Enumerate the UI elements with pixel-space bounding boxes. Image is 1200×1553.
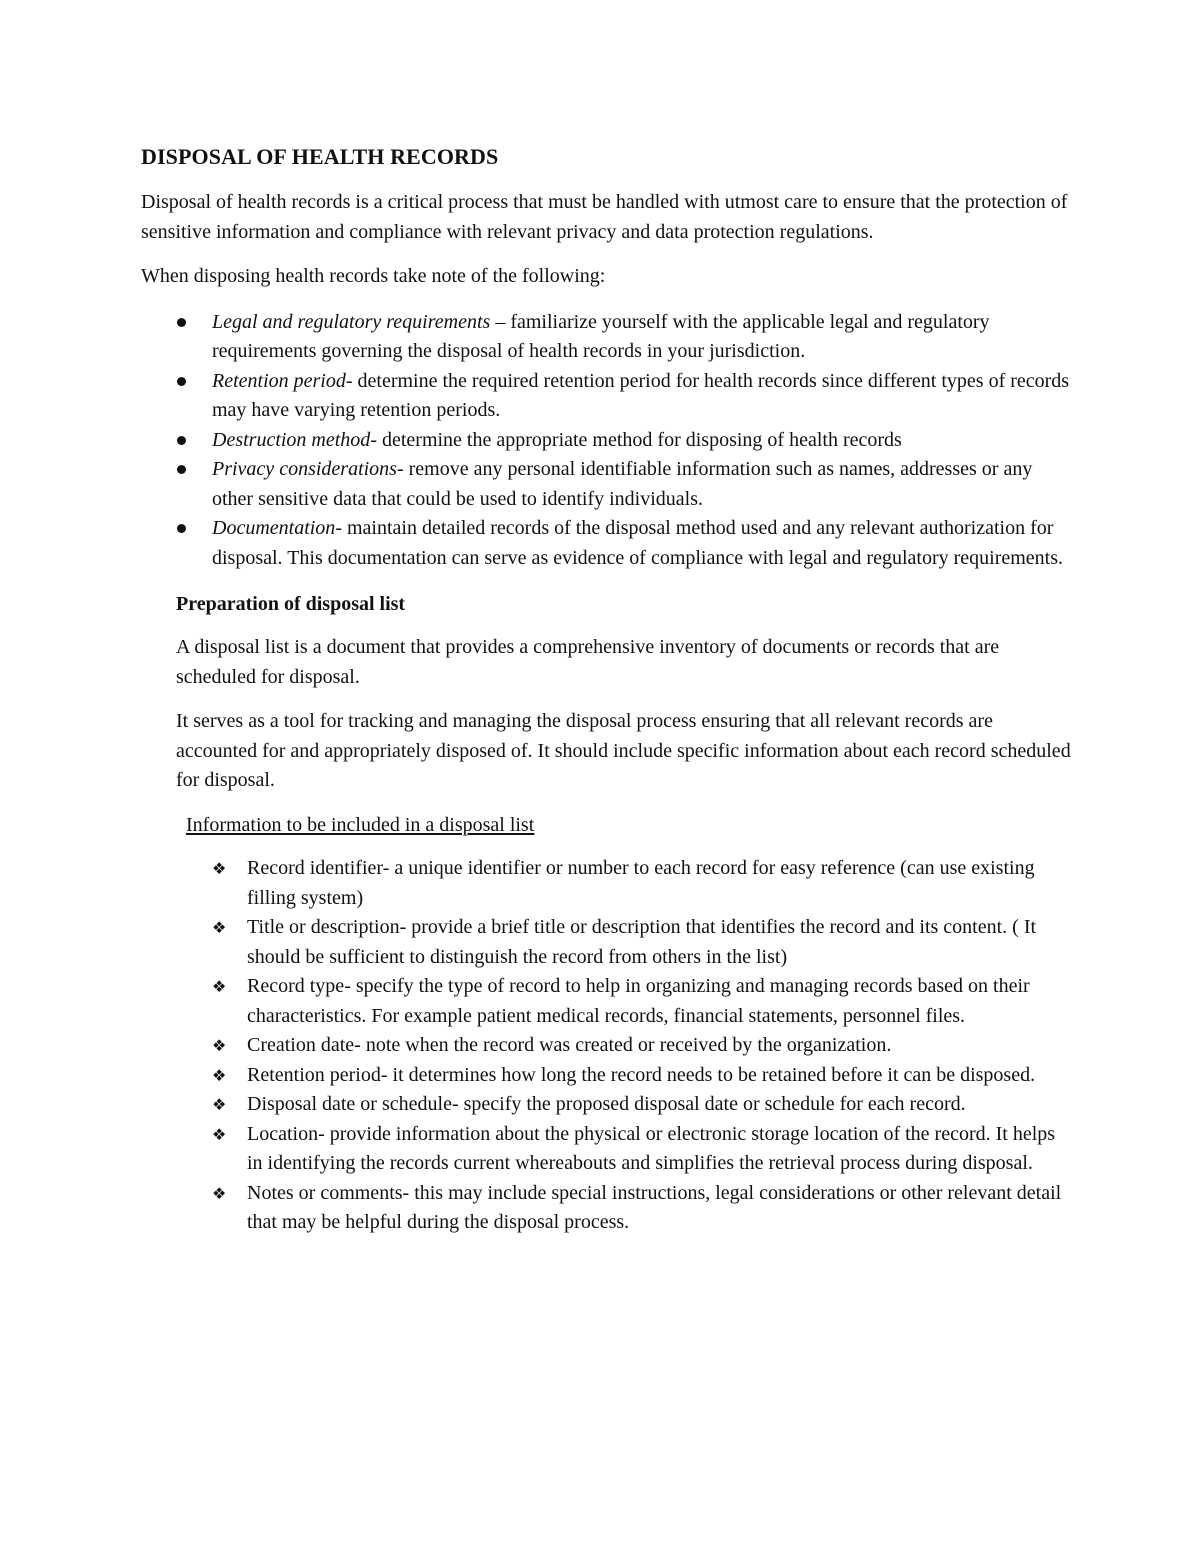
consideration-text: - determine the required retention period for health records since different types of records may have varying retention periods. xyxy=(212,369,1070,421)
list-item xyxy=(171,426,1071,456)
list-item-text: Record type- specify the type of record to help in organizing and managing records based on their characteristics. For example patient medical records, financial statements, personnel files. xyxy=(247,975,1030,1027)
section-subheading: Information to be included in a disposal list xyxy=(186,813,535,836)
lead-in-text: When disposing health records take note of the following: xyxy=(141,265,606,287)
section-paragraph-2: It serves as a tool for tracking and managing the disposal process ensuring that all relevant records are accounted for and appropriately disposed of. It should include specific information about each record scheduled for disposal. xyxy=(176,710,1071,791)
consideration-term: Documentation xyxy=(212,517,336,539)
bullet-icon xyxy=(177,465,186,474)
consideration-text: - determine the appropriate method for disposing of health records xyxy=(370,428,902,451)
consideration-term: Privacy considerations xyxy=(212,458,397,480)
consideration-term: Destruction method xyxy=(212,428,371,451)
diamond-bullet-icon: ❖ xyxy=(212,1183,227,1203)
list-item xyxy=(212,972,1071,1031)
list-item xyxy=(212,1031,1071,1061)
bullet-icon xyxy=(177,436,186,445)
list-item-text: Retention period- it determines how long the record needs to be retained before it can be disposed. xyxy=(247,1063,1036,1086)
list-item xyxy=(171,455,1071,514)
section-paragraph-1: A disposal list is a document that provides a comprehensive inventory of documents or records that are scheduled for disposal. xyxy=(176,636,1000,688)
consideration-term: Legal and regulatory requirements xyxy=(212,310,491,333)
list-item xyxy=(212,1061,1071,1091)
list-item-text: Record identifier- a unique identifier or number to each record for easy reference (can use existing filling system) xyxy=(247,857,1035,909)
list-item xyxy=(212,854,1071,913)
list-item-text: Disposal date or schedule- specify the proposed disposal date or schedule for each record. xyxy=(247,1093,966,1115)
intro-paragraph: Disposal of health records is a critical process that must be handled with utmost care to ensure that the protection of sensitive information and compliance with relevant privacy and data protection regulations. xyxy=(141,191,1068,243)
section-heading: Preparation of disposal list xyxy=(176,593,406,615)
diamond-bullet-icon: ❖ xyxy=(212,977,227,996)
list-item xyxy=(171,308,1071,367)
document-page xyxy=(141,140,1071,1238)
disposal-info-list xyxy=(212,854,1071,1238)
diamond-bullet-icon: ❖ xyxy=(212,1065,227,1085)
consideration-text: - maintain detailed records of the disposal method used and any relevant authorization for disposal. This documentation can serve as evidence of compliance with legal and regulatory requirements. xyxy=(212,517,1064,569)
disposal-list-section xyxy=(176,589,1071,1238)
list-item-text: Notes or comments- this may include special instructions, legal considerations or other relevant detail that may be helpful during the disposal process. xyxy=(247,1181,1062,1233)
list-item xyxy=(212,1090,1071,1120)
list-item xyxy=(171,514,1071,573)
list-item xyxy=(212,1120,1071,1179)
diamond-bullet-icon: ❖ xyxy=(212,1124,227,1144)
bullet-icon xyxy=(177,524,186,533)
diamond-bullet-icon: ❖ xyxy=(212,859,227,878)
bullet-icon xyxy=(177,377,186,386)
document-title: DISPOSAL OF HEALTH RECORDS xyxy=(141,144,499,169)
consideration-text: – familiarize yourself with the applicable legal and regulatory requirements governing the disposal of health records in your jurisdiction. xyxy=(212,310,990,362)
consideration-text: - remove any personal identifiable information such as names, addresses or any other sensitive data that could be used to identify individuals. xyxy=(212,458,1033,510)
bullet-icon xyxy=(177,318,186,327)
consideration-term: Retention period xyxy=(212,369,346,392)
list-item xyxy=(171,367,1071,426)
list-item-text: Creation date- note when the record was created or received by the organization. xyxy=(247,1034,892,1056)
diamond-bullet-icon: ❖ xyxy=(212,1036,227,1055)
list-item-text: Title or description- provide a brief title or description that identifies the record and its content. ( It should be sufficient to distinguish the record from others in the list) xyxy=(247,916,1037,968)
list-item xyxy=(212,1179,1071,1238)
diamond-bullet-icon: ❖ xyxy=(212,1095,227,1114)
considerations-list xyxy=(171,308,1071,574)
list-item-text: Location- provide information about the physical or electronic storage location of the record. It helps in identifying the records current whereabouts and simplifies the retrieval process during disposal. xyxy=(247,1122,1056,1174)
diamond-bullet-icon: ❖ xyxy=(212,918,227,937)
list-item xyxy=(212,913,1071,972)
